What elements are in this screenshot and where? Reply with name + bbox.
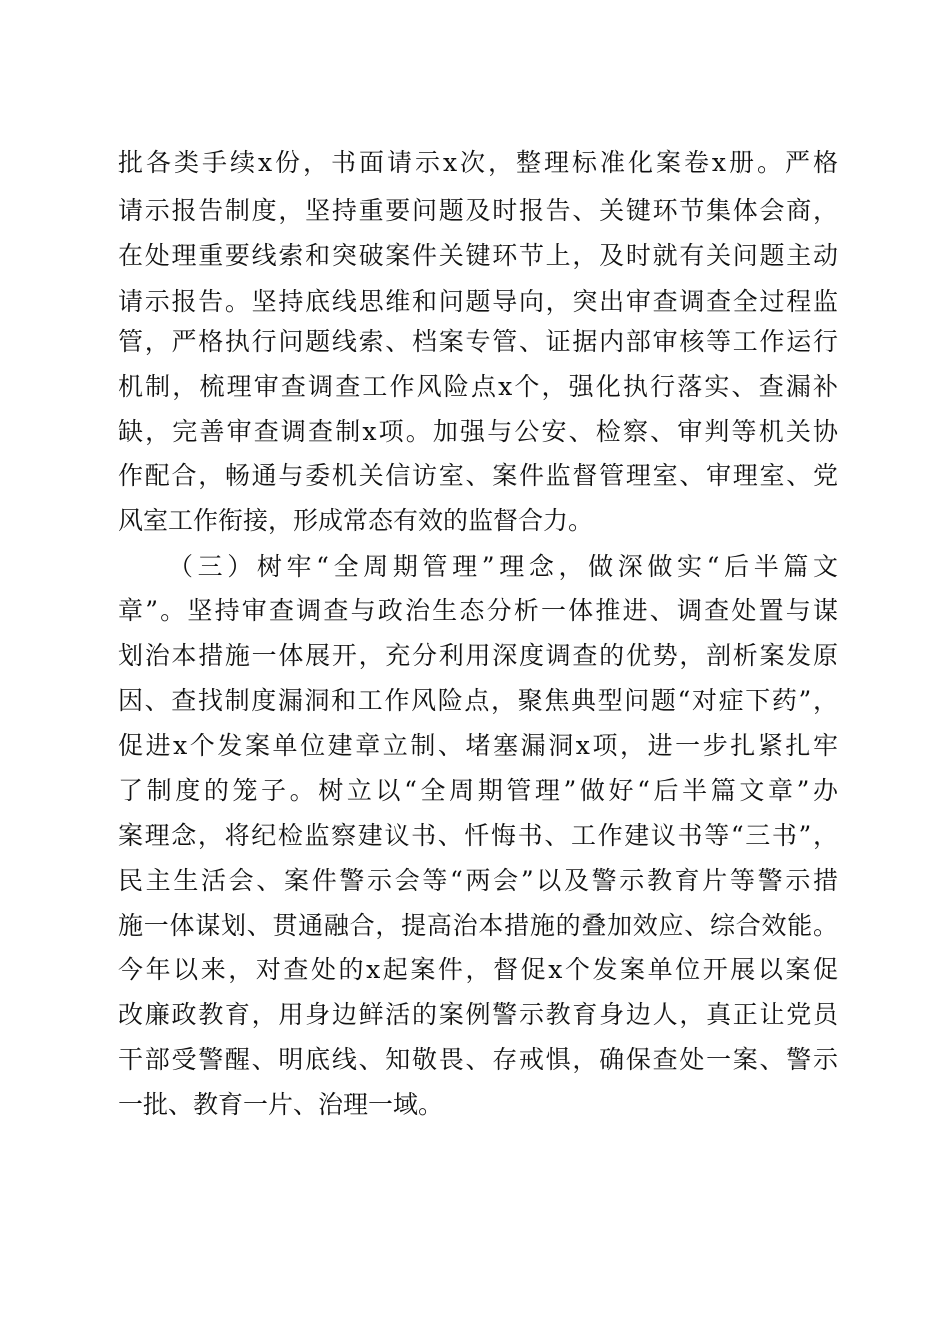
text-line: 今年以来，对查处的x起案件，督促x个发案单位开展以案促 [118,955,838,984]
text-line: 促进x个发案单位建章立制、堵塞漏洞x项，进一步扎紧扎牢 [118,731,838,760]
text-line: 一批、教育一片、治理一域。 [118,1090,444,1119]
text-line: 因、查找制度漏洞和工作风险点，聚焦典型问题“对症下药”， [118,686,838,715]
text-line: 民主生活会、案件警示会等“两会”以及警示教育片等警示措 [118,866,838,895]
text-line: 作配合，畅通与委机关信访室、案件监督管理室、审理室、党 [118,461,838,490]
text-line: 案理念，将纪检监察建议书、忏悔书、工作建议书等“三书”， [118,821,838,850]
text-line: 了制度的笼子。树立以“全周期管理”做好“后半篇文章”办 [118,776,838,805]
text-line: 批各类手续x份，书面请示x次，整理标准化案卷x册。严格 [118,148,838,177]
text-line: 请示报告。坚持底线思维和问题导向，突出审查调查全过程监 [118,287,838,316]
text-line: 划治本措施一体展开，充分利用深度调查的优势，剖析案发原 [118,641,838,670]
text-line: 改廉政教育，用身边鲜活的案例警示教育身边人，真正让党员 [118,1000,838,1029]
text-line: 干部受警醒、明底线、知敬畏、存戒惧，确保查处一案、警示 [118,1045,838,1074]
text-line: 机制，梳理审查调查工作风险点x个，强化执行落实、查漏补 [118,372,838,401]
section-heading: （三）树牢“全周期管理”理念，做深做实“后半篇文 [168,552,838,581]
text-line: 施一体谋划、贯通融合，提高治本措施的叠加效应、综合效能。 [118,911,838,940]
text-line: 章”。坚持审查调查与政治生态分析一体推进、调查处置与谋 [118,596,838,625]
text-line: 管，严格执行问题线索、档案专管、证据内部审核等工作运行 [118,327,838,356]
text-line: 请示报告制度，坚持重要问题及时报告、关键环节集体会商， [118,196,838,225]
text-line: 风室工作衔接，形成常态有效的监督合力。 [118,506,594,535]
text-line: 在处理重要线索和突破案件关键环节上，及时就有关问题主动 [118,241,838,270]
text-line: 缺，完善审查调查制x项。加强与公安、检察、审判等机关协 [118,417,838,446]
